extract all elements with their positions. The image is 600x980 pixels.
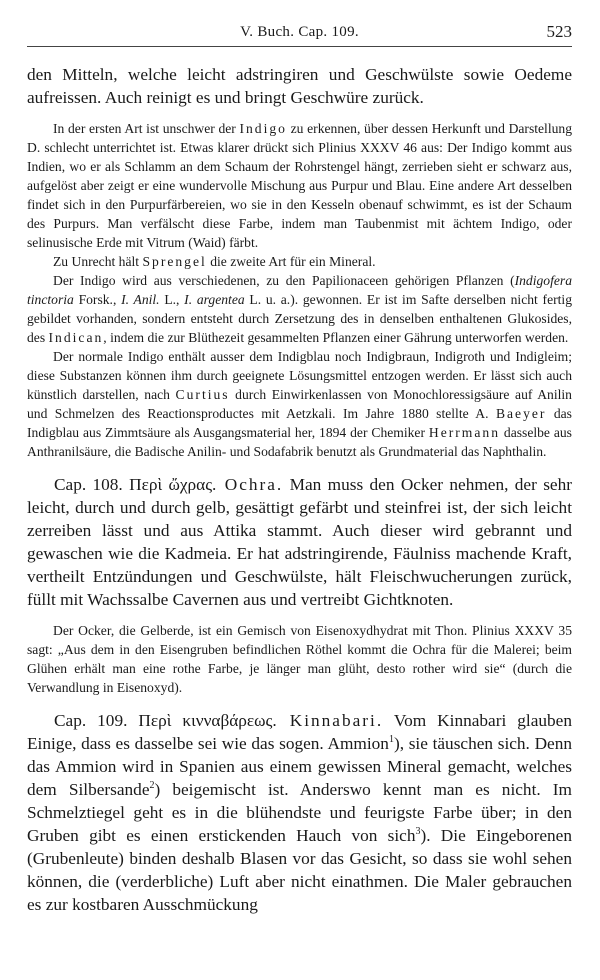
latin-title: Kinnabari. [276,711,384,730]
spaced-name: Herrmann [428,425,500,440]
text-run: Zu Unrecht hält [53,254,143,269]
species-name: Indigofera tinctoria [27,273,572,307]
paragraph-indigo-chemistry [27,347,572,461]
paragraph-indigo-notes [27,119,572,252]
text-run: Vom Kinnabari glauben Einige, dass es dasselbe sei wie das sogen. Ammion [27,711,572,753]
text-run: das Indigblau aus Zimmtsäure als Ausgangsmaterial her, 1894 der Chemiker [27,406,572,440]
page-number: 523 [546,22,572,41]
text-run: In der ersten Art ist unschwer der [53,121,240,136]
text-run: Der Indigo wird aus verschiedenen, zu den Papilionaceen gehörigen Pflanzen ( [53,273,515,288]
spacer [27,611,572,621]
spaced-name: Baeyer [495,406,547,421]
text-run: die zweite Art für ein Mineral. [206,254,376,269]
spaced-term: Indigo [239,121,287,136]
latin-title: Ochra. [216,475,284,494]
paragraph-ocker-notes: Der Ocker, die Gelberde, ist ein Gemisch von Eisenoxydhydrat mit Thon. Plinius XXXV 35 sagt: „Aus dem in den Eisengruben befindlichen Röthel kommt die Ochra für die Malerei; beim Glühen erhält man eine rothe Farbe, je länger man glüht, desto rother wird sie“ (durch die Verwandlung in Eisenoxyd). [27,623,572,695]
footnote-marker: 2 [149,780,155,792]
spaced-name: Curtius [175,387,230,402]
text-run: Man muss den Ocker nehmen, der sehr leicht, durch und durch gelb, gesättigt gefärbt und steinfrei ist, der sich leicht zerreiben lässt und aus Attika stammt. Auch dieser wird gebrannt und gewaschen wie die Kadmeia. Er hat adstringirende, Fäulniss machende Kraft, vertheilt Entzündungen und Geschwülste, hält Fleischwucherungen zurück, füllt mit Wachssalbe Cavernen aus und vertreibt Gichtknoten. [27,475,572,609]
paragraph-indigo-plants [27,271,572,347]
footnote-marker: 1 [388,734,394,746]
species-name: I. Anil. [121,292,160,307]
text-run: Der normale Indigo enthält ausser dem Indigblau noch Indigbraun, Indigroth und Indigleim; diese Substanzen können ihm durch geeignete Lösungsmittel entzogen werden. Er lässt sich auch künstlich darstellen, nach [27,349,572,402]
spacer [27,697,572,709]
paragraph-continuation: den Mitteln, welche leicht adstringiren und Geschwülste sowie Oedeme aufreissen. Auch reinigt es und bringt Geschwüre zurück. [27,65,572,107]
greek-title: Περὶ κινναβάρεως. [138,711,277,730]
text-run: dasselbe aus Anthranilsäure, die Badische Anilin- und Sodafabrik benutzt als Grundmaterial das Naphthalin. [27,425,572,459]
text-run: L. u. a.). gewonnen. Er ist im Safte derselben nicht fertig gebildet vorhanden, sondern entsteht durch Zersetzung des in denselben enthaltenen Glukosides, des [27,292,572,345]
species-name: I. argentea [184,292,245,307]
paragraph-sprengel [27,252,572,271]
spaced-name: Sprengel [142,254,207,269]
text-run: ). Die Eingeborenen (Grubenleute) binden deshalb Blasen vor das Gesicht, so dass sie wohl sehen können, die (verderbliche) Luft aber nicht einathmen. Die Maler gebrauchen es zur kostbaren Ausschmückung [27,826,572,914]
running-title: V. Buch. Cap. 109. [240,24,359,40]
text-run: durch Einwirkenlassen von Monochloressigsäure auf Anilin und Schmelzen des Reactionsproductes mit Aetzkali. Im Jahre 1880 stellte A. [27,387,572,421]
chapter-label: Cap. 108. [54,475,130,494]
chapter-label: Cap. 109. [54,711,139,730]
page-header [27,22,572,47]
paragraph-cap-108 [27,473,572,611]
text-run: , indem die zur Blüthezeit gesammelten Pflanzen einer Gährung unterworfen werden. [103,330,569,345]
text-run: Forsk., [73,292,122,307]
text-run: ) beigemischt ist. Anderswo kennt man es nicht. Im Schmelztiegel geht es in die blühendste und feurigste Farbe über; in den Gruben gibt es einen erstickenden Hauch von sich [27,780,572,845]
paragraph-cap-109 [27,709,572,916]
text-run: L., [159,292,185,307]
greek-title: Περὶ ὤχρας. [129,475,217,494]
spacer [27,461,572,473]
spaced-term: Indican [48,330,104,345]
spacer [27,109,572,119]
text-run: ), sie täuschen sich. Denn das Ammion wird in Spanien aus einem gewissen Mineral gemacht, welches dem Silbersande [27,734,572,799]
footnote-marker: 3 [415,826,421,838]
text-run: zu erkennen, über dessen Herkunft und Darstellung D. schlecht unterrichtet ist. Etwas klarer drückt sich Plinius XXXV 46 aus: Der Indigo kommt aus Indien, wo er als Schlamm an dem Schaum der Rohrstengel hängt, zerrieben sieht er schwarz aus, aufgelöst aber zeigt er eine wundervolle Mischung aus Purpur und Blau. Eine andere Art desselben findet sich in den Purpurfärbereien, wo sie in den Kesseln obenauf schwimmt, es ist der Schaum des Purpurs. Man verfälscht diese Farbe, indem man Taubenmist mit ächtem Indigo, oder selinusische Erde mit Vitrum (Waid) färbt. [27,121,572,250]
